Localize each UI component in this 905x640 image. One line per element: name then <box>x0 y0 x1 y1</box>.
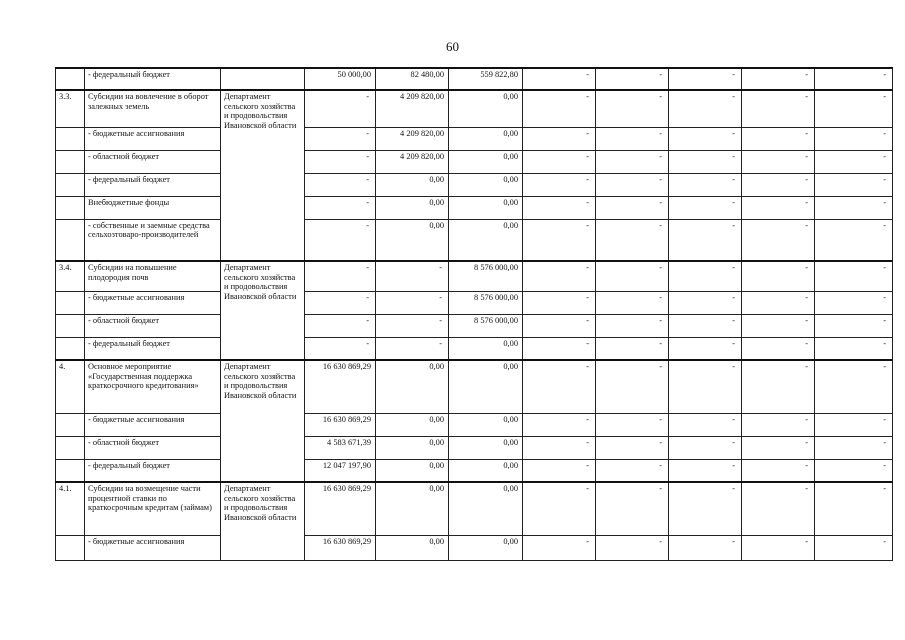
table-row <box>56 291 893 314</box>
item-name: - федеральный бюджет <box>85 68 221 90</box>
amount-cell: 0,00 <box>376 535 449 560</box>
amount-cell: - <box>523 482 596 535</box>
amount-cell: - <box>669 219 742 261</box>
amount-cell: - <box>305 314 376 337</box>
row-number <box>56 219 85 261</box>
amount-cell: - <box>523 535 596 560</box>
amount-cell: - <box>669 482 742 535</box>
amount-cell: 50 000,00 <box>305 68 376 90</box>
amount-cell: - <box>523 436 596 459</box>
amount-cell: - <box>596 291 669 314</box>
amount-cell: - <box>742 68 815 90</box>
amount-cell: - <box>815 90 893 127</box>
amount-cell: 16 630 869,29 <box>305 535 376 560</box>
amount-cell: - <box>815 413 893 436</box>
table-row <box>56 337 893 360</box>
amount-cell: 0,00 <box>449 150 523 173</box>
amount-cell: 8 576 000,00 <box>449 291 523 314</box>
table-row <box>56 196 893 219</box>
amount-cell: 0,00 <box>376 413 449 436</box>
table-row <box>56 150 893 173</box>
amount-cell: - <box>742 219 815 261</box>
amount-cell: 0,00 <box>376 196 449 219</box>
amount-cell: - <box>742 196 815 219</box>
amount-cell: - <box>815 436 893 459</box>
amount-cell: - <box>523 413 596 436</box>
amount-cell: 0,00 <box>449 482 523 535</box>
amount-cell: - <box>376 291 449 314</box>
amount-cell: 8 576 000,00 <box>449 314 523 337</box>
amount-cell: 0,00 <box>449 459 523 482</box>
amount-cell: - <box>742 314 815 337</box>
amount-cell: - <box>669 360 742 413</box>
amount-cell: - <box>742 173 815 196</box>
amount-cell: - <box>669 314 742 337</box>
amount-cell: - <box>305 196 376 219</box>
item-name: - бюджетные ассигнования <box>85 413 221 436</box>
amount-cell: 0,00 <box>449 337 523 360</box>
amount-cell: - <box>523 314 596 337</box>
amount-cell: - <box>815 535 893 560</box>
amount-cell: - <box>596 535 669 560</box>
row-number <box>56 436 85 459</box>
item-name: Внебюджетные фонды <box>85 196 221 219</box>
table-row <box>56 314 893 337</box>
amount-cell: - <box>596 314 669 337</box>
amount-cell: 0,00 <box>449 535 523 560</box>
amount-cell: - <box>815 261 893 291</box>
amount-cell: - <box>596 337 669 360</box>
amount-cell: 16 630 869,29 <box>305 413 376 436</box>
amount-cell: - <box>376 314 449 337</box>
amount-cell: - <box>669 459 742 482</box>
amount-cell: - <box>815 314 893 337</box>
amount-cell: - <box>523 291 596 314</box>
amount-cell: - <box>305 219 376 261</box>
amount-cell: - <box>305 291 376 314</box>
amount-cell: - <box>305 90 376 127</box>
table-row <box>56 90 893 127</box>
amount-cell: - <box>596 173 669 196</box>
amount-cell: - <box>742 291 815 314</box>
row-number <box>56 127 85 150</box>
amount-cell: - <box>742 150 815 173</box>
item-name: Субсидии на повышение плодородия почв <box>85 261 221 291</box>
amount-cell: - <box>815 360 893 413</box>
amount-cell: 4 583 671,39 <box>305 436 376 459</box>
item-name: Субсидии на возмещение части процентной ставки по краткосрочным кредитам (займам) <box>85 482 221 535</box>
amount-cell: - <box>742 482 815 535</box>
amount-cell: - <box>742 127 815 150</box>
amount-cell: - <box>742 535 815 560</box>
row-number <box>56 173 85 196</box>
table-row <box>56 68 893 90</box>
amount-cell: 0,00 <box>376 173 449 196</box>
amount-cell: 8 576 000,00 <box>449 261 523 291</box>
amount-cell: - <box>596 436 669 459</box>
amount-cell: 0,00 <box>449 219 523 261</box>
table-row <box>56 459 893 482</box>
amount-cell: - <box>305 173 376 196</box>
executor: Департамент сельского хозяйства и продовольствия Ивановской области <box>221 261 305 360</box>
amount-cell: - <box>305 337 376 360</box>
row-number <box>56 337 85 360</box>
amount-cell: - <box>815 173 893 196</box>
amount-cell: - <box>669 535 742 560</box>
amount-cell: - <box>596 90 669 127</box>
amount-cell: 12 047 197,90 <box>305 459 376 482</box>
executor: Департамент сельского хозяйства и продовольствия Ивановской области <box>221 90 305 261</box>
item-name: - областной бюджет <box>85 150 221 173</box>
row-number: 4.1. <box>56 482 85 535</box>
executor <box>221 68 305 90</box>
amount-cell: - <box>669 261 742 291</box>
amount-cell: 0,00 <box>376 459 449 482</box>
amount-cell: 559 822,80 <box>449 68 523 90</box>
amount-cell: - <box>596 127 669 150</box>
row-number: 3.3. <box>56 90 85 127</box>
amount-cell: - <box>669 150 742 173</box>
amount-cell: - <box>742 90 815 127</box>
amount-cell: - <box>669 127 742 150</box>
amount-cell: - <box>596 482 669 535</box>
table-row <box>56 535 893 560</box>
amount-cell: - <box>596 261 669 291</box>
amount-cell: - <box>815 291 893 314</box>
amount-cell: - <box>669 291 742 314</box>
amount-cell: - <box>742 261 815 291</box>
amount-cell: 0,00 <box>449 436 523 459</box>
table-row <box>56 261 893 291</box>
amount-cell: 0,00 <box>449 90 523 127</box>
item-name: Основное мероприятие «Государственная поддержка краткосрочного кредитования» <box>85 360 221 413</box>
row-number <box>56 150 85 173</box>
amount-cell: 0,00 <box>376 219 449 261</box>
amount-cell: 0,00 <box>449 196 523 219</box>
amount-cell: - <box>815 337 893 360</box>
table-row <box>56 436 893 459</box>
amount-cell: 0,00 <box>376 360 449 413</box>
amount-cell: 4 209 820,00 <box>376 90 449 127</box>
amount-cell: - <box>376 261 449 291</box>
amount-cell: - <box>669 436 742 459</box>
amount-cell: - <box>523 337 596 360</box>
amount-cell: - <box>815 127 893 150</box>
amount-cell: - <box>596 68 669 90</box>
row-number: 3.4. <box>56 261 85 291</box>
amount-cell: - <box>669 68 742 90</box>
table-row <box>56 173 893 196</box>
row-number <box>56 535 85 560</box>
amount-cell: 0,00 <box>449 127 523 150</box>
amount-cell: - <box>523 261 596 291</box>
amount-cell: - <box>815 459 893 482</box>
amount-cell: - <box>669 173 742 196</box>
row-number <box>56 459 85 482</box>
amount-cell: 16 630 869,29 <box>305 482 376 535</box>
amount-cell: - <box>376 337 449 360</box>
amount-cell: - <box>742 436 815 459</box>
amount-cell: - <box>669 196 742 219</box>
item-name: - собственные и заемные средства сельхозтоваро-производителей <box>85 219 221 261</box>
amount-cell: - <box>669 413 742 436</box>
row-number: 4. <box>56 360 85 413</box>
amount-cell: - <box>523 68 596 90</box>
item-name: - федеральный бюджет <box>85 459 221 482</box>
amount-cell: - <box>742 413 815 436</box>
page-number: 60 <box>446 39 459 54</box>
amount-cell: 0,00 <box>376 482 449 535</box>
item-name: - бюджетные ассигнования <box>85 535 221 560</box>
amount-cell: 0,00 <box>449 360 523 413</box>
amount-cell: - <box>523 173 596 196</box>
amount-cell: 0,00 <box>376 436 449 459</box>
amount-cell: - <box>742 337 815 360</box>
amount-cell: - <box>815 219 893 261</box>
row-number <box>56 413 85 436</box>
amount-cell: - <box>742 360 815 413</box>
amount-cell: - <box>523 150 596 173</box>
amount-cell: 4 209 820,00 <box>376 150 449 173</box>
table-row <box>56 482 893 535</box>
amount-cell: 0,00 <box>449 173 523 196</box>
row-number <box>56 68 85 90</box>
item-name: - федеральный бюджет <box>85 337 221 360</box>
amount-cell: - <box>742 459 815 482</box>
item-name: - бюджетные ассигнования <box>85 291 221 314</box>
amount-cell: 82 480,00 <box>376 68 449 90</box>
amount-cell: - <box>815 150 893 173</box>
amount-cell: 16 630 869,29 <box>305 360 376 413</box>
row-number <box>56 291 85 314</box>
row-number <box>56 314 85 337</box>
amount-cell: - <box>815 196 893 219</box>
item-name: - областной бюджет <box>85 436 221 459</box>
item-name: Субсидии на вовлечение в оборот залежных земель <box>85 90 221 127</box>
amount-cell: - <box>596 219 669 261</box>
amount-cell: - <box>523 196 596 219</box>
item-name: - областной бюджет <box>85 314 221 337</box>
amount-cell: - <box>596 413 669 436</box>
amount-cell: - <box>305 127 376 150</box>
amount-cell: - <box>523 360 596 413</box>
table-row <box>56 127 893 150</box>
amount-cell: - <box>669 90 742 127</box>
item-name: - федеральный бюджет <box>85 173 221 196</box>
amount-cell: - <box>523 90 596 127</box>
table-row <box>56 219 893 261</box>
table-row <box>56 360 893 413</box>
amount-cell: 0,00 <box>449 413 523 436</box>
amount-cell: - <box>523 459 596 482</box>
amount-cell: - <box>596 150 669 173</box>
executor: Департамент сельского хозяйства и продовольствия Ивановской области <box>221 360 305 482</box>
amount-cell: - <box>596 360 669 413</box>
item-name: - бюджетные ассигнования <box>85 127 221 150</box>
executor: Департамент сельского хозяйства и продовольствия Ивановской области <box>221 482 305 560</box>
amount-cell: - <box>305 261 376 291</box>
amount-cell: - <box>815 68 893 90</box>
amount-cell: - <box>596 459 669 482</box>
amount-cell: - <box>815 482 893 535</box>
budget-table <box>55 67 893 561</box>
amount-cell: - <box>596 196 669 219</box>
amount-cell: 4 209 820,00 <box>376 127 449 150</box>
amount-cell: - <box>523 127 596 150</box>
amount-cell: - <box>669 337 742 360</box>
amount-cell: - <box>305 150 376 173</box>
table-row <box>56 413 893 436</box>
row-number <box>56 196 85 219</box>
amount-cell: - <box>523 219 596 261</box>
